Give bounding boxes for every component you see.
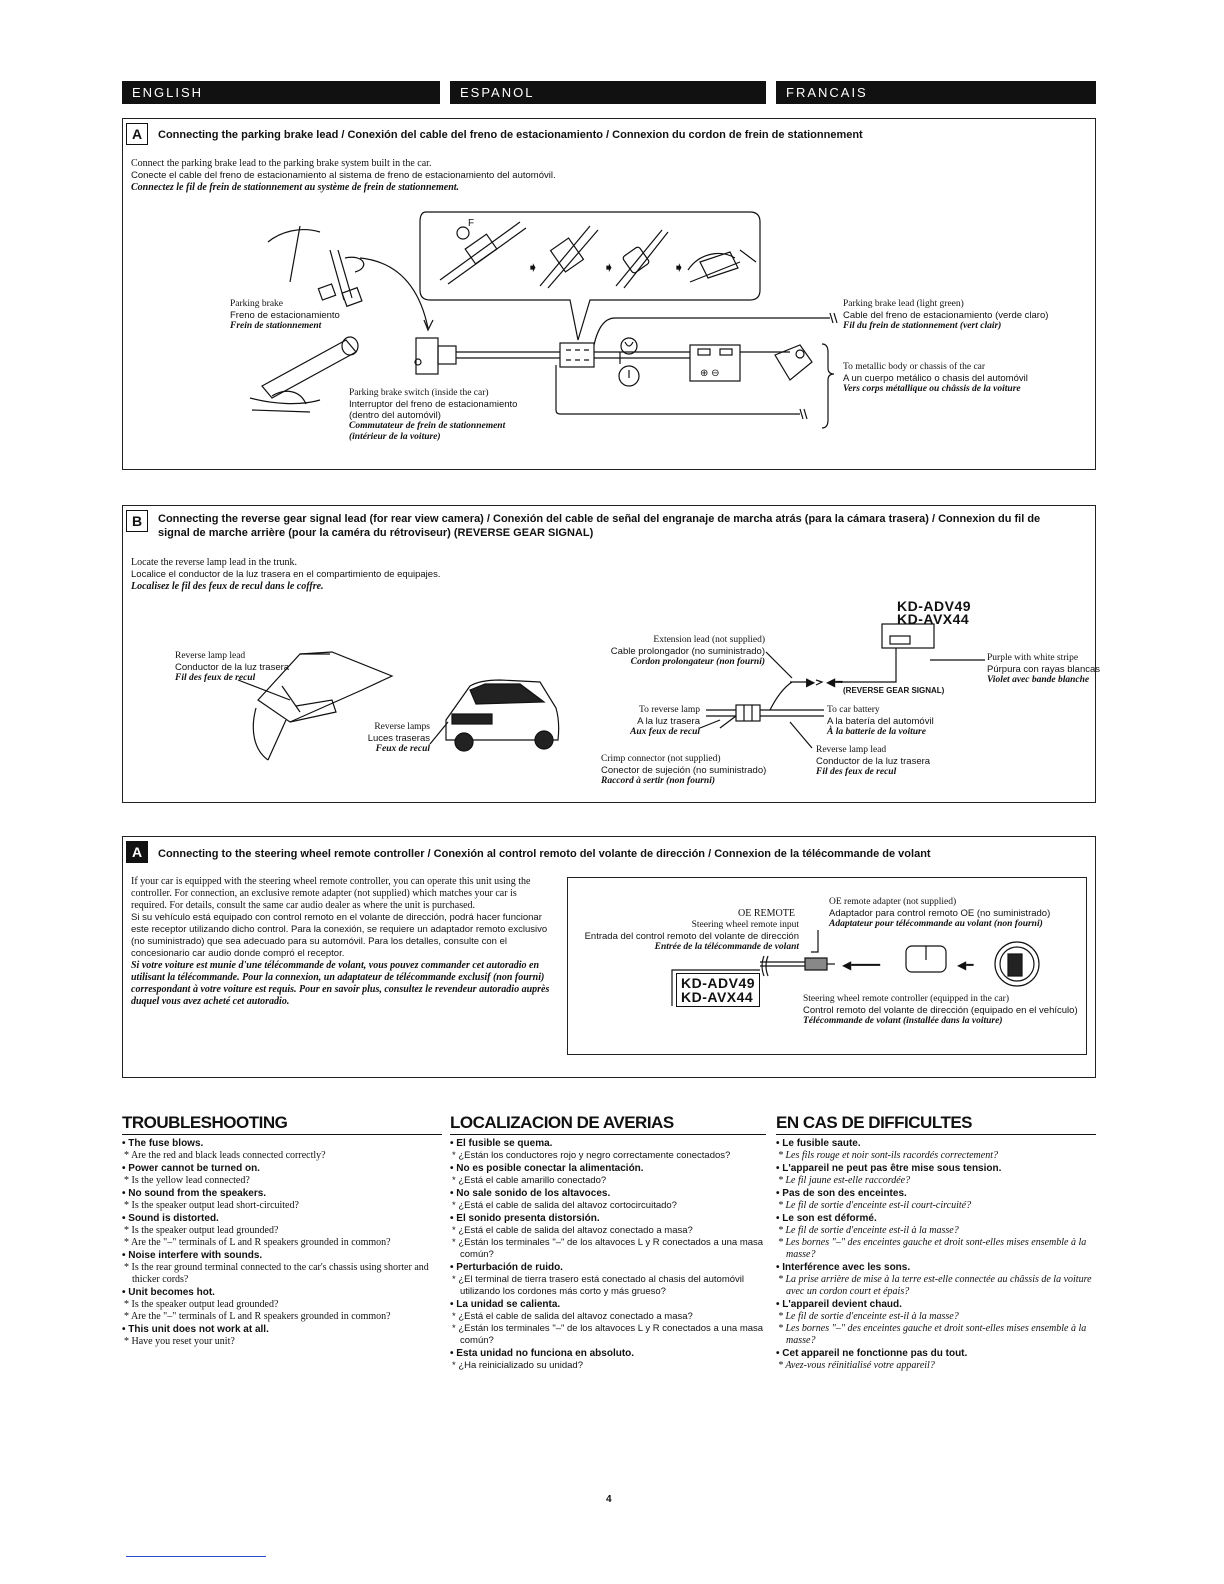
trouble-check: * ¿El terminal de tierra trasero está conectado al chasis del automóvil utilizando los cordones más corto y más grueso? [450, 1274, 766, 1298]
lang-bar-espanol: ESPANOL [450, 81, 766, 104]
section-letter: A [126, 841, 148, 863]
label-to-reverse-lamp: To reverse lamp A la luz trasera Aux feux de recul [630, 705, 700, 737]
section-letter: A [126, 123, 148, 145]
label-crimp-connector: Crimp connector (not supplied) Conector de sujeción (no suministrado) Raccord à sertir (non fourni) [601, 754, 767, 786]
trouble-check: * Are the red and black leads connected correctly? [122, 1150, 442, 1162]
trouble-check: * Have you reset your unit? [122, 1336, 442, 1348]
arrow-icon: ➧ [527, 261, 539, 276]
trouble-check: * Are the "–" terminals of L and R speakers grounded in common? [122, 1237, 442, 1249]
trouble-symptom: • La unidad se calienta. [450, 1299, 766, 1311]
trouble-check: * Le fil de sortie d'enceinte est-il court-circuité? [776, 1200, 1096, 1212]
trouble-symptom: • No sound from the speakers. [122, 1188, 442, 1200]
troubleshooting-list [776, 1138, 1096, 1372]
trouble-check: * ¿Está el cable de salida del altavoz conectado a masa? [450, 1311, 766, 1323]
label-reverse-lamp-lead-2: Reverse lamp lead Conductor de la luz trasera Fil des feux de recul [816, 745, 931, 777]
label-remote-input: Steering wheel remote input Entrada del control remoto del volante de dirección Entrée de la télécommande de volant [584, 920, 799, 952]
trouble-check: * ¿Están los terminales "–" de los altavoces L y R conectados a una masa común? [450, 1323, 766, 1347]
arrow-icon: ➧ [603, 261, 615, 276]
trouble-check: * Le fil de sortie d'enceinte est-il à la masse? [776, 1225, 1096, 1237]
lang-bar-english: ENGLISH [122, 81, 440, 104]
trouble-check: * Are the "–" terminals of L and R speakers grounded in common? [122, 1311, 442, 1323]
section-title: Connecting the parking brake lead / Conexión del cable del freno de estacionamiento / Connexion du cordon de frein de stationnement [158, 129, 863, 141]
label-brake-switch: Parking brake switch (inside the car) Interruptor del freno de estacionamiento (dentro del automóvil) Commutateur de frein de stationnement (intérieur de la voiture) [349, 388, 518, 442]
trouble-symptom: • L'appareil ne peut pas être mise sous tension. [776, 1163, 1096, 1175]
arrow-icon: ◀━ [826, 675, 843, 689]
trouble-check: * Le fil jaune est-elle raccordée? [776, 1175, 1096, 1187]
trouble-check: * ¿Está el cable amarillo conectado? [450, 1175, 766, 1187]
trouble-symptom: • No sale sonido de los altavoces. [450, 1188, 766, 1200]
label-reverse-lamp-lead: Reverse lamp lead Conductor de la luz trasera Fil des feux de recul [175, 651, 290, 683]
troubleshooting-heading: EN CAS DE DIFFICULTES [776, 1113, 1096, 1135]
trouble-symptom: • Cet appareil ne fonctionne pas du tout. [776, 1348, 1096, 1360]
trouble-symptom: • El fusible se quema. [450, 1138, 766, 1150]
trouble-symptom: • L'appareil devient chaud. [776, 1299, 1096, 1311]
trouble-check: * Is the speaker output lead short-circuited? [122, 1200, 442, 1212]
trouble-symptom: • Noise interfere with sounds. [122, 1250, 442, 1262]
trouble-symptom: • Le son est déformé. [776, 1213, 1096, 1225]
trouble-check: * ¿Están los conductores rojo y negro correctamente conectados? [450, 1150, 766, 1162]
troubleshooting-english [122, 1113, 442, 1348]
label-reverse-gear-signal: (REVERSE GEAR SIGNAL) [843, 686, 945, 695]
label-to-car-battery: To car battery A la batería del automóvil À la batterie de la voiture [827, 705, 934, 737]
trouble-check: * Le fil de sortie d'enceinte est-il à la masse? [776, 1311, 1096, 1323]
trouble-symptom: • Le fusible saute. [776, 1138, 1096, 1150]
footer-rule [126, 1556, 266, 1557]
trouble-check: * La prise arrière de mise à la terre est-elle connectée au châssis de la voiture avec un cordon court et épais? [776, 1274, 1096, 1298]
model-name: KD-ADV49 [897, 598, 972, 614]
label-purple-stripe: Purple with white stripe Púrpura con rayas blancas Violet avec bande blanche [987, 653, 1101, 685]
trouble-check: * ¿Ha reinicializado su unidad? [450, 1360, 766, 1372]
trouble-symptom: • Pas de son des enceintes. [776, 1188, 1096, 1200]
troubleshooting-spanish [450, 1113, 766, 1372]
arrow-icon: ◀━ [957, 958, 974, 972]
arrow-icon: ➧ [673, 261, 685, 276]
marker-f: F [468, 218, 475, 229]
model-name-box: KD-ADV49 KD-AVX44 [676, 973, 760, 1007]
trouble-check: * Les bornes "–" des enceintes gauche et droit sont-elles mises ensemble à la masse? [776, 1237, 1096, 1261]
label-reverse-lamps: Reverse lamps Luces traseras Feux de recul [367, 722, 430, 754]
troubleshooting-heading: TROUBLESHOOTING [122, 1113, 442, 1135]
troubleshooting-french [776, 1113, 1096, 1372]
trouble-check: * ¿Está el cable de salida del altavoz conectado a masa? [450, 1225, 766, 1237]
troubleshooting-heading: LOCALIZACION DE AVERIAS [450, 1113, 766, 1135]
arrow-icon: ▶ [806, 675, 816, 689]
section-description: If your car is equipped with the steering wheel remote controller, you can operate this unit using the controller. For connection, an exclusive remote adapter (not supplied) which matches your car is required. For details, consult the same car audio dealer as where the unit is purchased. Si su vehículo está equipado con control remoto en el volante de dirección, podrá hacer funcionar este receptor utilizando dicho control. Para la conexión, se requiere un adaptador remoto exclusivo (no suministrado) que sea adecuado para su automóvil. Para los detalles, consulte con el concesionario car audio donde compró el receptor. Si votre voiture est munie d'une télécommande de volant, vous pouvez commander cet autoradio en utilisant la télécommande. Pour la connexion, un adaptateur de télécommande exclusif (non fourni) correspondant à votre voiture est requis. Pour en savoir plus, consultez le revendeur autoradio auprès duquel vous avez acheté cet autoradio. [131, 876, 550, 1007]
troubleshooting-list [450, 1138, 766, 1372]
trouble-symptom: • El sonido presenta distorsión. [450, 1213, 766, 1225]
trouble-symptom: • Unit becomes hot. [122, 1287, 442, 1299]
section-intro: Locate the reverse lamp lead in the trunk. Localice el conductor de la luz trasera en el compartimiento de equipajes. Localisez le fil des feux de recul dans le coffre. [131, 557, 441, 592]
label-brake-lead: Parking brake lead (light green) Cable del freno de estacionamiento (verde claro) Fil du frein de stationnement (vert clair) [843, 299, 1049, 331]
label-chassis: To metallic body or chassis of the car A un cuerpo metálico o chasis del automóvil Vers corps métallique ou châssis de la voiture [843, 362, 1028, 394]
section-intro: Connect the parking brake lead to the parking brake system built in the car. Conecte el cable del freno de estacionamiento al sistema de freno de estacionamiento del automóvil. Connectez le fil de frein de stationnement au système de frein de stationnement. [131, 158, 556, 193]
arrow-icon: ◀━━━━ [842, 958, 881, 972]
section-title: Connecting the reverse gear signal lead (for rear view camera) / Conexión del cable de señal del engranaje de marcha atrás (para la cámara trasera) / Connexion du fil de signal de marche arrière (pour la caméra du rétroviseur) (REVERSE GEAR SIGNAL) [158, 513, 1041, 539]
trouble-check: * Is the speaker output lead grounded? [122, 1225, 442, 1237]
trouble-check: * Les fils rouge et noir sont-ils racordés correctement? [776, 1150, 1096, 1162]
trouble-symptom: • Power cannot be turned on. [122, 1163, 442, 1175]
section-title: Connecting to the steering wheel remote controller / Conexión al control remoto del volante de dirección / Connexion de la télécommande de volant [158, 848, 931, 860]
model-name: KD-AVX44 [897, 611, 970, 627]
trouble-check: * ¿Está el cable de salida del altavoz cortocircuitado? [450, 1200, 766, 1212]
page-number: 4 [606, 1494, 612, 1505]
trouble-check: * Is the rear ground terminal connected to the car's chassis using shorter and thicker cords? [122, 1262, 442, 1286]
trouble-check: * Is the yellow lead connected? [122, 1175, 442, 1187]
svg-text:⊕ ⊖: ⊕ ⊖ [700, 368, 720, 379]
trouble-check: * Avez-vous réinitialisé votre appareil? [776, 1360, 1096, 1372]
trouble-symptom: • The fuse blows. [122, 1138, 442, 1150]
trouble-symptom: • This unit does not work at all. [122, 1324, 442, 1336]
trouble-symptom: • Interférence avec les sons. [776, 1262, 1096, 1274]
trouble-check: * Les bornes "–" des enceintes gauche et droit sont-elles mises ensemble à la masse? [776, 1323, 1096, 1347]
trouble-symptom: • Sound is distorted. [122, 1213, 442, 1225]
trouble-check: * Is the speaker output lead grounded? [122, 1299, 442, 1311]
label-remote-controller: Steering wheel remote controller (equipped in the car) Control remoto del volante de dirección (equipado en el vehículo) Télécommande de volant (installée dans la voiture) [803, 994, 1078, 1026]
trouble-symptom: • Esta unidad no funciona en absoluto. [450, 1348, 766, 1360]
lang-bar-francais: FRANCAIS [776, 81, 1096, 104]
trouble-symptom: • No es posible conectar la alimentación. [450, 1163, 766, 1175]
label-oe-adapter: OE remote adapter (not supplied) Adaptador para control remoto OE (no suministrado) Adaptateur pour télécommande au volant (non fourni) [829, 897, 1051, 929]
section-letter: B [126, 510, 148, 532]
troubleshooting-list [122, 1138, 442, 1348]
trouble-check: * ¿Están los terminales "–" de los altavoces L y R conectados a una masa común? [450, 1237, 766, 1261]
label-oe-remote: OE REMOTE [738, 908, 795, 919]
label-extension-lead: Extension lead (not supplied) Cable prolongador (no suministrado) Cordon prolongateur (non fourni) [610, 635, 765, 667]
label-parking-brake: Parking brake Freno de estacionamiento Frein de stationnement [230, 299, 340, 331]
trouble-symptom: • Perturbación de ruido. [450, 1262, 766, 1274]
